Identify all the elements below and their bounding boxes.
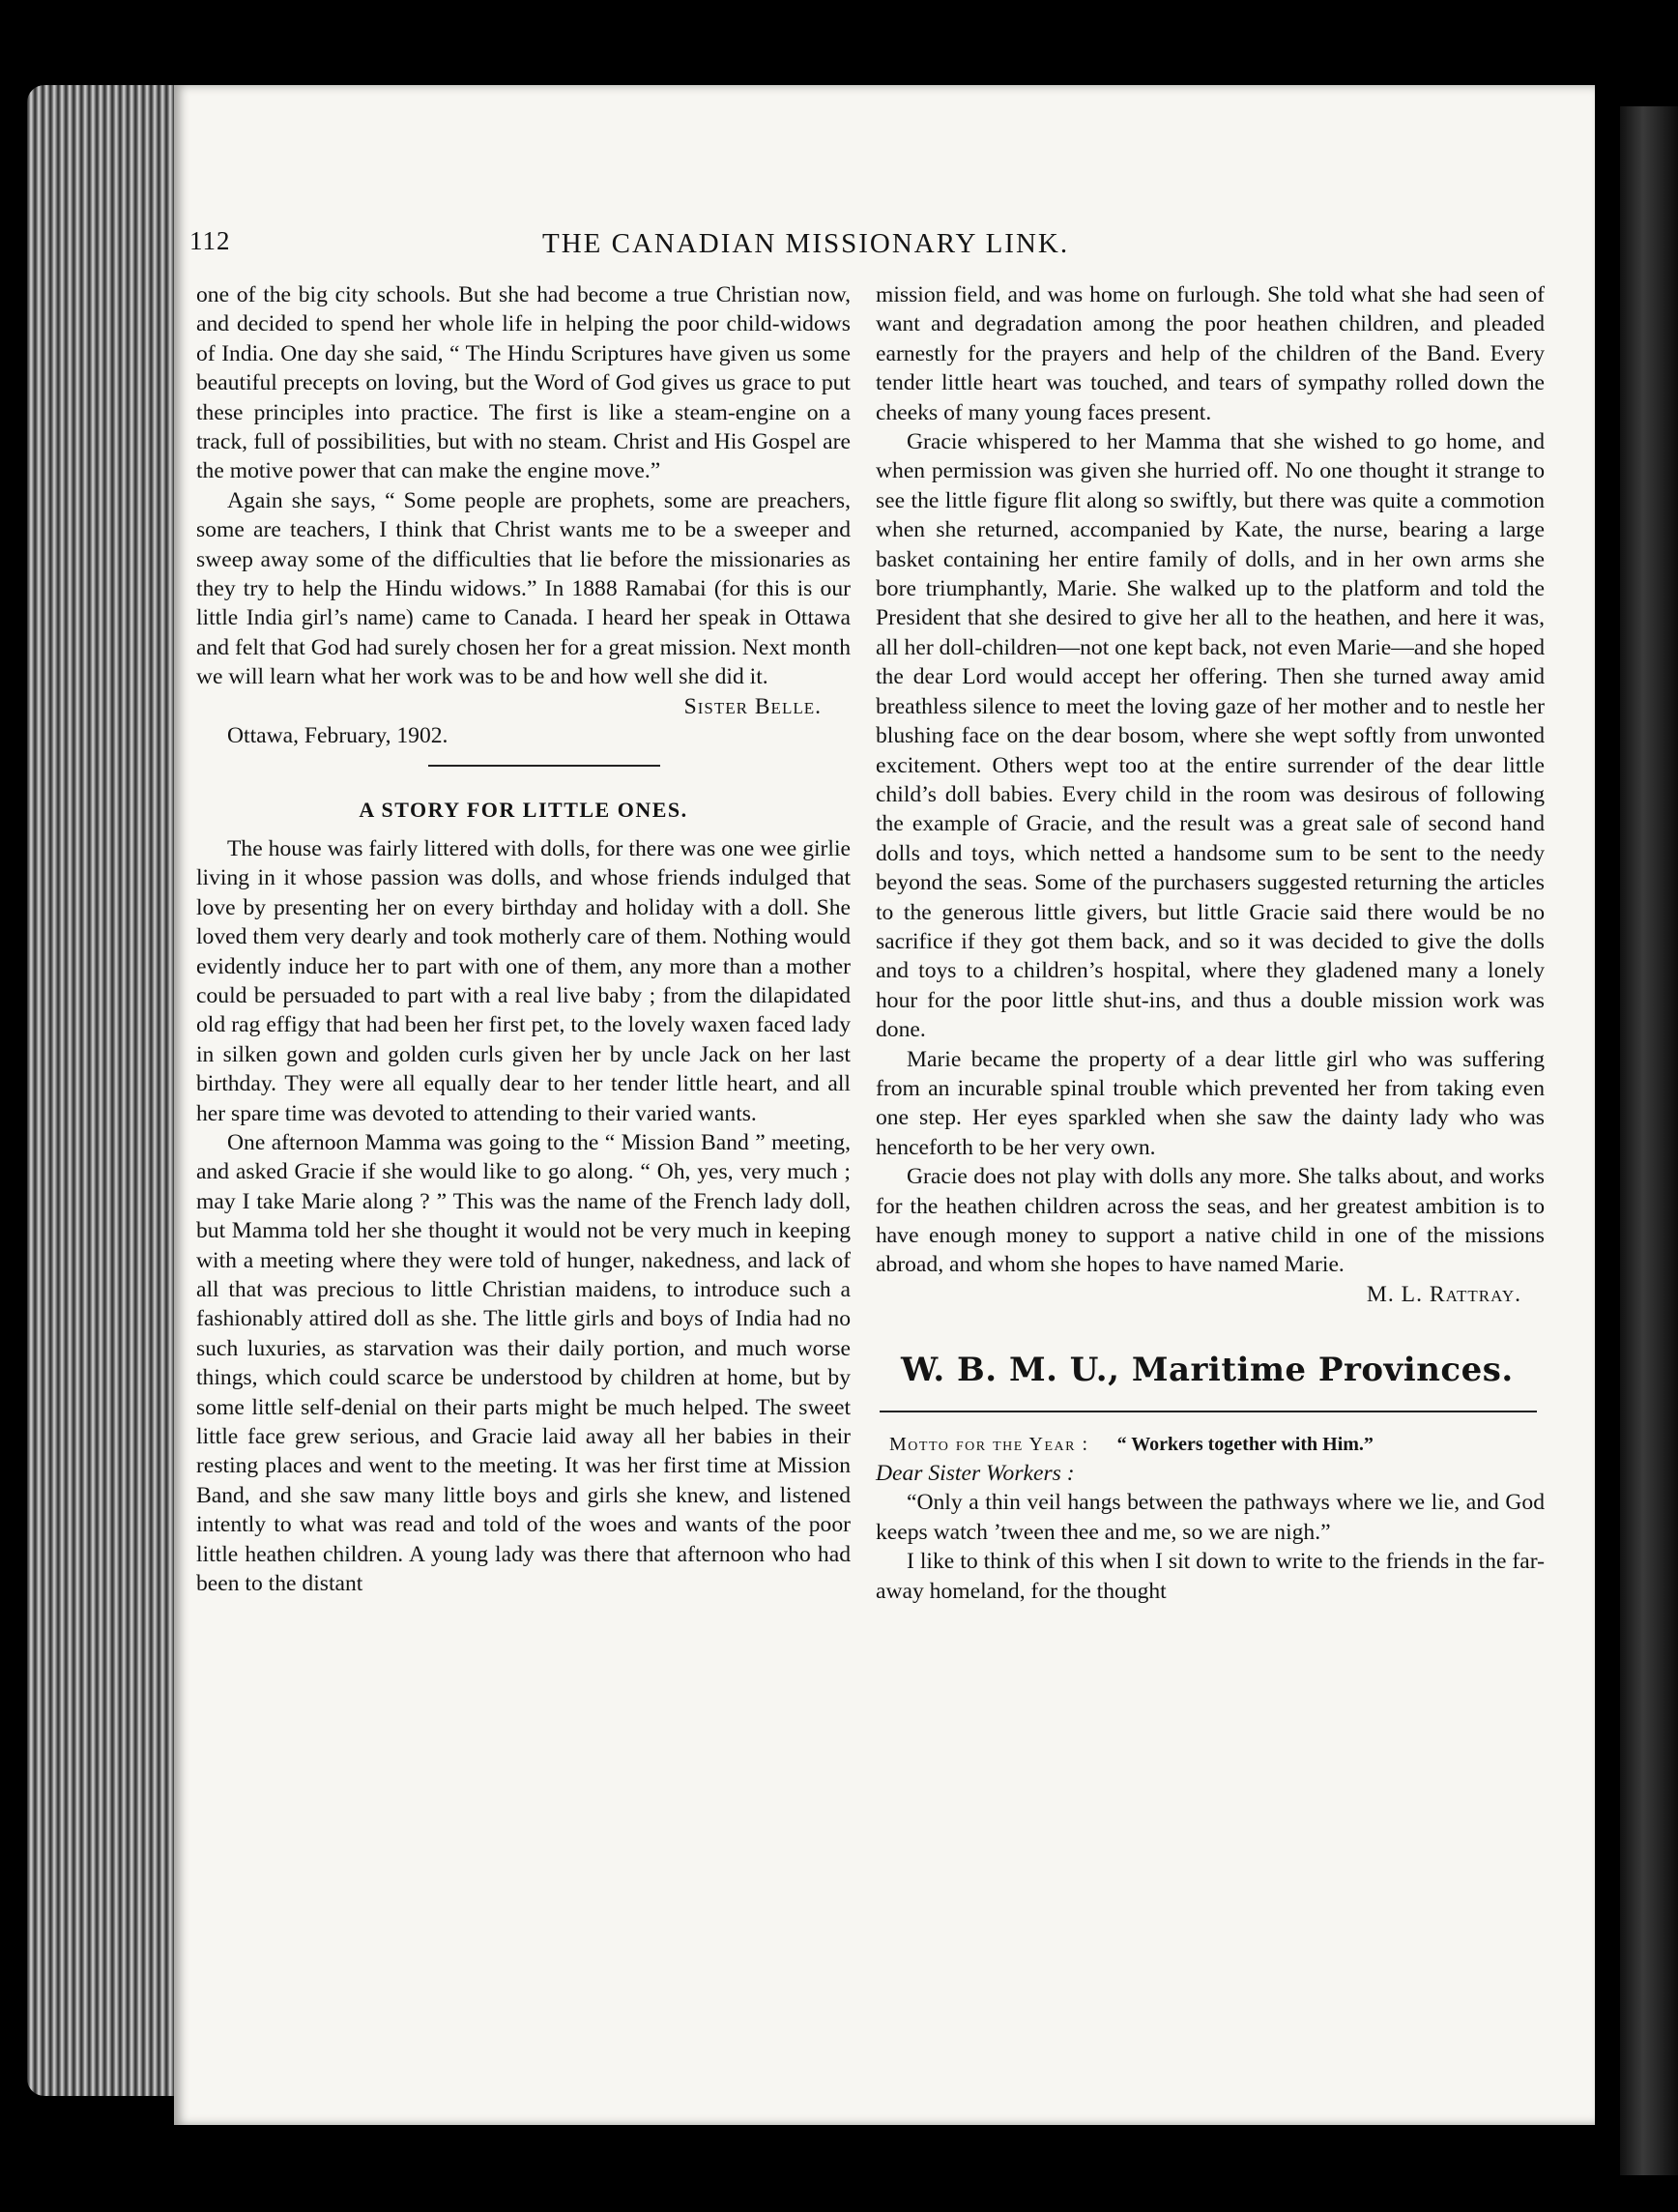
motto-text: “ Workers together with Him.”	[1116, 1433, 1374, 1455]
paragraph: mission field, and was home on furlough. She told what she had seen of want and degradation among the poor heathen children, and pleaded earnestly for the prayers and help of the children of the Band. Every tender little heart was touched, and tears of sympathy rolled down the cheeks of many young faces present.	[876, 282, 1545, 425]
book-page-edges	[27, 85, 191, 2096]
section-heading: W. B. M. U., Maritime Provinces.	[901, 1351, 1514, 1390]
section-divider	[880, 1411, 1537, 1412]
paragraph: “Only a thin veil hangs between the pathways where we lie, and God keeps watch ’tween thee and me, so we are nigh.”	[876, 1490, 1545, 1545]
salutation: Dear Sister Workers :	[876, 1461, 1075, 1487]
signature-line	[876, 1280, 1545, 1309]
right-column	[876, 280, 1545, 1606]
page-number: 112	[189, 226, 231, 255]
author-signature: M. L. Rattray.	[1366, 1281, 1521, 1307]
signature-line	[196, 692, 851, 721]
paragraph: The house was fairly littered with dolls, for there was one wee girlie living in it whose passion was dolls, and whose friends indulged that love by presenting her on every birthday and holiday with a doll. She loved them very dearly and took motherly care of them. Nothing would evidently induce her to part with one of them, any more than a mother could be persuaded to part with a real live baby ; from the dilapidated old rag effigy that had been her first pet, to the lovely waxen faced lady in silken gown and golden curls given her by uncle Jack on her last birthday. They were all equally dear to her tender little heart, and all her spare time was devoted to attending to their varied wants.	[196, 835, 851, 1126]
motto-line	[889, 1430, 1545, 1459]
paragraph: Again she says, “ Some people are prophets, some are preachers, some are teachers, I think that Christ wants me to be a sweeper and sweep away some of the difficulties that lie before the missionaries as they try to help the Hindu widows.” In 1888 Ramabai (for this is our little India girl’s name) came to Canada. I heard her speak in Ottawa and felt that God had surely chosen her for a great mission. Next month we will learn what her work was to be and how well she did it.	[196, 487, 851, 690]
left-column	[196, 280, 851, 1598]
paragraph: Gracie whispered to her Mamma that she wished to go home, and when permission was given she hurried off. No one thought it strange to see the little figure flit along so swiftly, but there was quite a commotion when she returned, accompanied by Kate, the nurse, bearing a large basket containing her entire family of dolls, and in her own arms she bore triumphantly, Marie. She walked up to the platform and told the President that she desired to give her all to the heathen, and here it was, all her doll-children—not one kept back, not even Marie—and she hoped the dear Lord would accept her offering. Then she turned away amid breathless silence to meet the loving gaze of her mother and to nestle her blushing face on the dear bosom, where she wept softly from unwonted excitement. Others wept too at the entire surrender of the dear little child’s doll babies. Every child in the room was desirous of following the example of Gracie, and the result was a great sale of second hand dolls and toys, which netted a handsome sum to be sent to the needy beyond the seas. Some of the purchasers suggested returning the articles to the generous little givers, but little Gracie said there would be no sacrifice if they got them back, and so it was decided to give the dolls and toys to a children’s hospital, where they gladened many a lonely hour for the poor little shut-ins, and thus a double mission work was done.	[876, 429, 1545, 1043]
dateline: Ottawa, February, 1902.	[227, 723, 448, 749]
paragraph: I like to think of this when I sit down to write to the friends in the far-away homeland, for the thought	[876, 1549, 1545, 1604]
paragraph: Gracie does not play with dolls any more. She talks about, and works for the heathen children across the seas, and her greatest ambition is to have enough money to support a native child in one of the missions abroad, and whom she hopes to have named Marie.	[876, 1164, 1545, 1278]
book-spine-edge	[1620, 106, 1678, 2175]
running-head	[189, 226, 1543, 265]
paragraph: Marie became the property of a dear little girl who was suffering from an incurable spinal trouble which prevented her from taking even one step. Her eyes sparkled when she saw the dainty lady who was henceforth to be her very own.	[876, 1046, 1545, 1160]
author-signature: Sister Belle.	[683, 693, 822, 719]
section-divider	[428, 765, 660, 767]
story-title: A STORY FOR LITTLE ONES.	[359, 797, 688, 822]
paragraph: One afternoon Mamma was going to the “ Mission Band ” meeting, and asked Gracie if she would like to go along. “ Oh, yes, very much ; may I take Marie along ? ” This was the name of the French lady doll, but Mamma told her she thought it would not be very much in keeping with a meeting where they were told of hunger, nakedness, and lack of all that was precious to little Christian maidens, to introduce such a fashionably attired doll as she. The little girls and boys of India had no such luxuries, as starvation was their daily portion, and much worse things, which could scarce be understood by children at home, but by some little self-denial on their parts might be much helped. The sweet little face grew serious, and Gracie laid away all her babies in their resting places and went to the meeting. It was her first time at Mission Band, and she saw many little boys and girls she knew, and listened intently to what was read and told of the woes and wants of the poor little heathen children. A young lady was there that afternoon who had been to the distant	[196, 1129, 851, 1597]
journal-title: THE CANADIAN MISSIONARY LINK.	[542, 228, 1070, 259]
motto-label: Motto for the Year :	[889, 1433, 1089, 1455]
paragraph: one of the big city schools. But she had become a true Christian now, and decided to spend her whole life in helping the poor child-widows of India. One day she said, “ The Hindu Scriptures have given us some beautiful precepts on loving, but the Word of God gives us grace to put these principles into practice. The first is like a steam-engine on a track, full of possibilities, but with no steam. Christ and His Gospel are the motive power that can make the engine move.”	[196, 282, 851, 484]
